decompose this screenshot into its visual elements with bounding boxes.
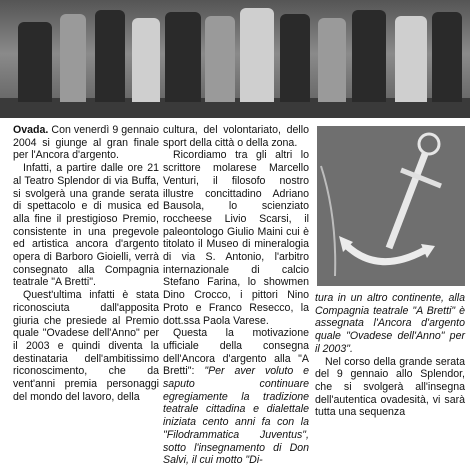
paragraph: Con venerdì 9 gennaio 2004 si giunge al gran finale per l'Ancora d'argento. [13,124,159,162]
paragraph: cultura, del volontariato, dello sport della città o della zona. [163,124,309,149]
paragraph: Infatti, a partire dalle ore 21 al Teatro Splendor di via Buffa, si svolgerà una grande serata di spettacolo e di musica ed alla fine il prestigioso Premio, consistente in una pregevole ed artistica ancora d'argento opera di Barboro Gioielli, verrà consegnato alla Compagnia teatrale "A Bretti". [13,162,159,289]
actor-figure [132,18,160,102]
paragraph: Ricordiamo tra gli altri lo scrittore molarese Marcello Venturi, il filosofo nostro illustre concittadino Adriano Bausola, lo scienziato roccheese Livio Scarsi, il paleontologo Giulio Maini cui è titolato il Museo di mineralogia di via S. Antonio, l'arbitro internazionale di calcio Stefano Farina, lo showmen Dino Crocco, i pittori Nino Proto e Franco Resecco, la dott.ssa Paola Varese. [163,149,309,327]
paragraph: Quest'ultima infatti è stata riconosciuta dall'apposita giuria che presiede al Premio quale "Ovadese dell'Anno" per il 2003 e quindi diventa la destinataria dell'ambitissimo riconoscimento, che da vent'anni premia personaggi del mondo del lavoro, della [13,289,159,403]
award-motivation-quote: tura in un altro continente, alla Compagnia teatrale "A Bretti" è assegnata l'Ancora d'argento quale "Ovadese dell'Anno" per il 2003". [315,292,465,355]
actor-figure [240,8,274,102]
stage-photo [0,0,470,118]
actor-figure [280,14,310,102]
anchor-award-photo [317,126,465,286]
award-motivation-quote: "Per aver voluto e saputo continuare egregiamente la tradizione teatrale cittadina e dialettale iniziata cento anni fa con la "Filodrammatica Juventus", sotto l'insegnamento di Don Salvi, il cui motto "Di- [163,365,309,467]
article-column-1 [13,124,159,403]
paragraph: Questa la motivazione ufficiale della consegna dell'Ancora d'argento alla "A Bretti": [163,327,309,378]
paragraph: Nel corso della grande serata del 9 gennaio allo Splendor, che si svolgerà all'insegna dell'autentica ovadesità, vi sarà tutta una sequenza [315,355,465,419]
article-column-2 [163,124,309,467]
actor-figure [318,18,346,102]
actor-figure [352,10,386,102]
actor-figure [60,14,86,102]
actor-figure [395,16,427,102]
anchor-icon [317,126,465,286]
actor-figure [205,16,235,102]
actor-figure [432,12,462,102]
actor-figure [165,12,201,102]
actor-figure [18,22,52,102]
actor-figure [95,10,125,102]
dateline-city: Ovada. [13,124,49,136]
